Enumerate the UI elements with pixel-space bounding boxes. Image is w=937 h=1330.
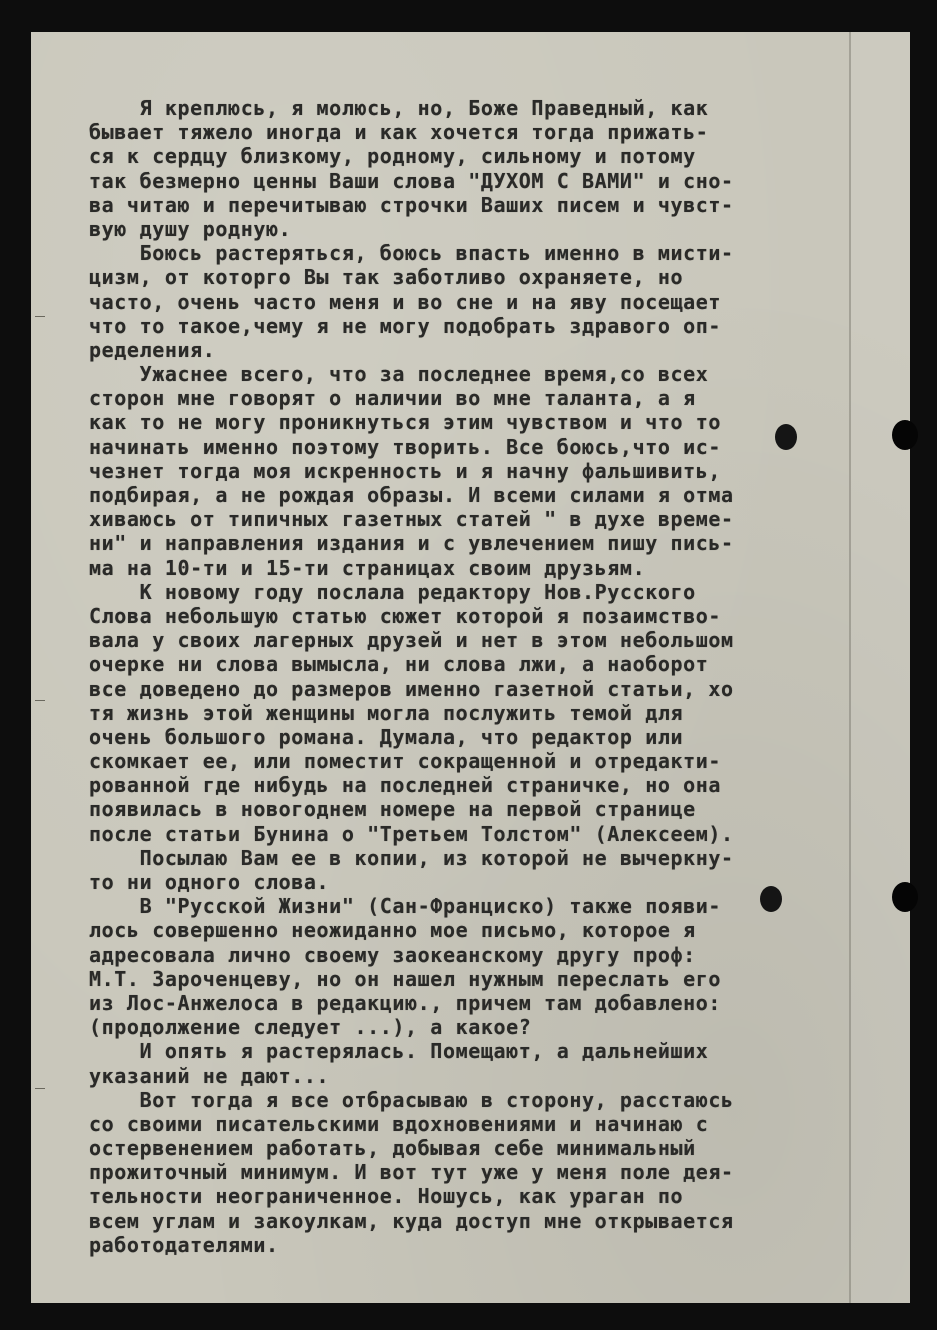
- text-line: Я креплюсь, я молюсь, но, Боже Праведный, как: [89, 96, 709, 120]
- text-line: после статьи Бунина о "Третьем Толстом" (Алексеем).: [89, 821, 734, 846]
- text-line: все доведено до размеров именно газетной статьи, хо: [89, 676, 734, 701]
- text-line: подбирая, а не рождая образы. И всеми силами я отма: [89, 483, 734, 507]
- typewritten-page: [31, 32, 910, 1303]
- text-line: адресовала лично своему заокеанскому другу проф:: [89, 942, 696, 967]
- text-line: Посылаю Вам ее в копии, из которой не вычеркну-: [89, 845, 734, 870]
- punch-hole: [892, 882, 918, 912]
- text-line: хиваюсь от типичных газетных статей " в духе време-: [89, 507, 734, 532]
- text-line: тельности неограниченное. Ношусь, как ураган по: [89, 1184, 684, 1209]
- punch-hole: [892, 420, 918, 450]
- text-line: появилась в новогоднем номере на первой странице: [89, 797, 696, 822]
- text-line: (продолжение следует ...), а какое?: [89, 1015, 532, 1040]
- text-line: чезнет тогда моя искренность и я начну фальшивить,: [89, 458, 722, 483]
- text-line: ределения.: [89, 337, 216, 362]
- text-line: сторон мне говорят о наличии во мне таланта, а я: [89, 386, 696, 411]
- text-line: И опять я растерялась. Помещают, а дальнейших: [89, 1039, 709, 1064]
- text-line: бывает тяжело иногда и как хочется тогда прижать-: [89, 120, 709, 145]
- text-line: так безмерно ценны Ваши слова "ДУХОМ С ВАМИ" и сно-: [89, 168, 734, 193]
- text-line: всем углам и закоулкам, куда доступ мне открывается: [89, 1208, 734, 1233]
- text-line: часто, очень часто меня и во сне и на яву посещает: [89, 289, 722, 314]
- text-line: то ни одного слова.: [89, 870, 330, 894]
- text-line: прожиточный минимум. И вот тут уже у меня поле дея-: [89, 1160, 734, 1185]
- margin-tick: [35, 1088, 45, 1089]
- text-line: работодателями.: [89, 1232, 279, 1257]
- margin-tick: [35, 316, 45, 317]
- text-line: ни" и направления издания и с увлечением пишу пись-: [89, 531, 734, 556]
- text-line: очерке ни слова вымысла, ни слова лжи, а наоборот: [89, 652, 709, 677]
- text-line: как то не могу проникнуться этим чувством и что то: [89, 410, 722, 435]
- text-line: рованной где нибудь на последней страничке, но она: [89, 773, 722, 798]
- text-line: Ужаснее всего, что за последнее время,со всех: [89, 362, 709, 387]
- text-line: очень большого романа. Думала, что редактор или: [89, 724, 684, 749]
- text-line: Слова небольшую статью сюжет которой я позаимство-: [89, 603, 722, 628]
- text-line: К новому году послала редактору Нов.Русского: [89, 579, 696, 604]
- text-line: В "Русской Жизни" (Сан-Франциско) также появи-: [89, 894, 722, 919]
- text-line: ся к сердцу близкому, родному, сильному и потому: [89, 144, 696, 169]
- text-line: ва читаю и перечитываю строчки Ваших писем и чувст-: [89, 192, 734, 217]
- text-line: Вот тогда я все отбрасываю в сторону, расстаюсь: [89, 1087, 734, 1112]
- text-line: вую душу родную.: [89, 216, 292, 241]
- text-line: М.Т. Зароченцеву, но он нашел нужным переслать его: [89, 966, 722, 991]
- text-line: со своими писательскими вдохновениями и начинаю с: [89, 1111, 709, 1136]
- text-line: тя жизнь этой женщины могла послужить темой для: [89, 700, 684, 725]
- text-line: указаний не дают...: [89, 1063, 330, 1088]
- margin-tick: [35, 700, 45, 701]
- letter-body: [89, 96, 859, 1257]
- text-line: остервенением работать, добывая себе минимальный: [89, 1136, 696, 1161]
- text-line: вала у своих лагерных друзей и нет в этом небольшом: [89, 628, 734, 653]
- text-line: начинать именно поэтому творить. Все боюсь,что ис-: [89, 434, 722, 459]
- text-line: скомкает ее, или поместит сокращенной и отредакти-: [89, 749, 722, 774]
- text-line: что то такое,чему я не могу подобрать здравого оп-: [89, 313, 722, 338]
- text-line: ма на 10-ти и 15-ти страницах своим друзьям.: [89, 555, 646, 580]
- text-line: цизм, от которго Вы так заботливо охраняете, но: [89, 265, 684, 290]
- text-line: лось совершенно неожиданно мое письмо, которое я: [89, 918, 696, 943]
- text-line: из Лос-Анжелоса в редакцию., причем там добавлено:: [89, 990, 722, 1015]
- text-line: Боюсь растеряться, боюсь впасть именно в мисти-: [89, 241, 734, 266]
- page-fold-shade: [851, 32, 910, 1303]
